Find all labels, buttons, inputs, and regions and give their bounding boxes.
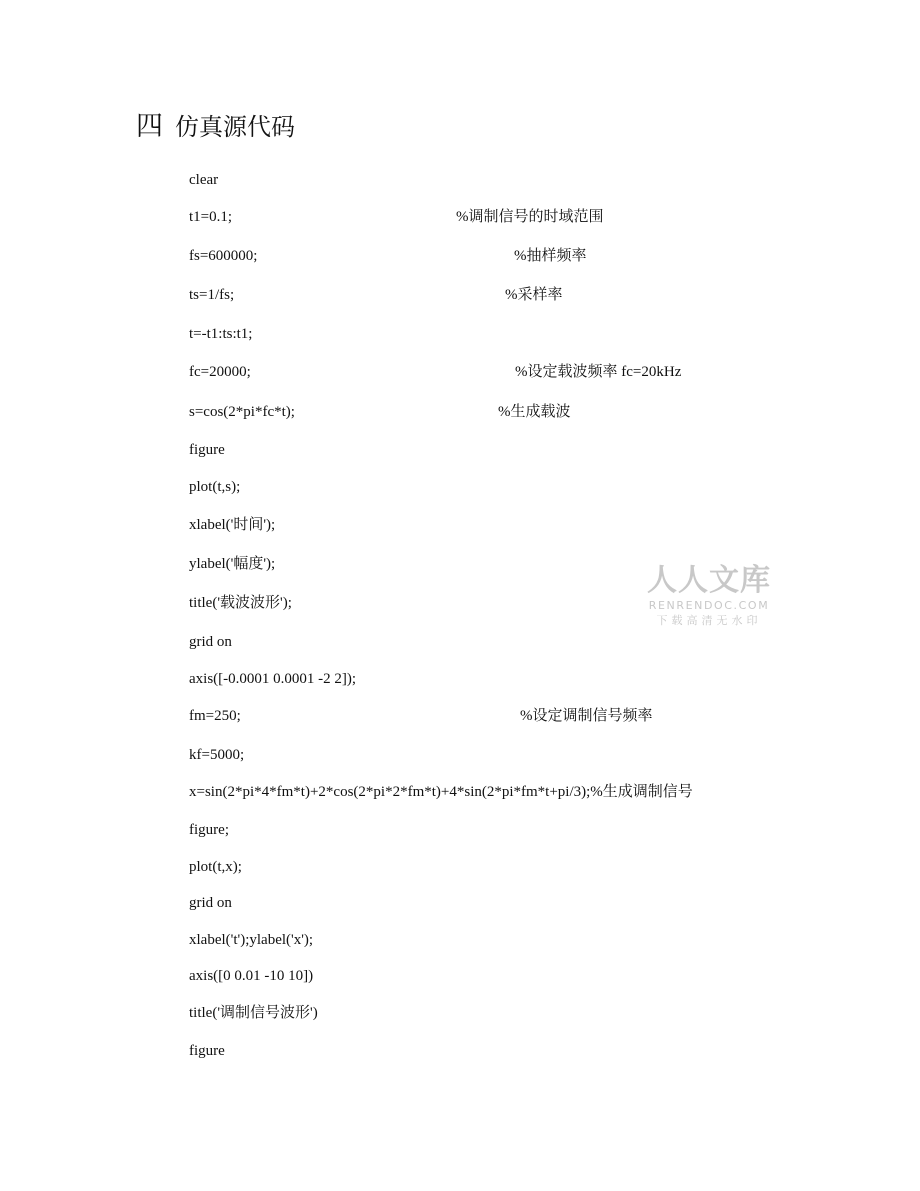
code-line: kf=5000; [189,747,245,763]
code-line: ts=1/fs; [189,287,235,303]
code-comment: %设定载波频率 fc=20kHz [515,364,682,380]
code-line: ylabel('幅度'); [189,556,276,572]
code-line: xlabel('时间'); [189,517,276,533]
code-line: grid on [189,634,232,650]
code-line: plot(t,x); [189,859,242,875]
section-number: 四 [136,111,163,141]
code-line: figure; [189,822,229,838]
code-comment: %调制信号的时域范围 [456,209,604,225]
code-line: t=-t1:ts:t1; [189,326,253,342]
code-line: xlabel('t');ylabel('x'); [189,932,314,948]
code-line: clear [189,172,219,188]
code-line: fm=250; [189,708,241,724]
section-title: 仿真源代码 [175,115,295,141]
code-line: x=sin(2*pi*4*fm*t)+2*cos(2*pi*2*fm*t)+4*sin(2*pi*fm*t+pi/3);%生成调制信号 [189,784,693,800]
code-line: fc=20000; [189,364,251,380]
code-line: s=cos(2*pi*fc*t); [189,404,295,420]
section-heading [136,108,295,146]
code-comment: %采样率 [505,287,563,303]
code-line: plot(t,s); [189,479,241,495]
code-line: t1=0.1; [189,209,233,225]
code-line: axis([0 0.01 -10 10]) [189,968,314,984]
code-line: fs=600000; [189,248,258,264]
code-line: figure [189,442,225,458]
code-line: title('载波波形'); [189,595,292,611]
code-comment: %抽样频率 [514,248,587,264]
watermark-title: 人人文库 [647,563,771,598]
code-comment: %生成载波 [498,404,571,420]
code-comment: %设定调制信号频率 [520,708,653,724]
code-line: axis([-0.0001 0.0001 -2 2]); [189,671,357,687]
code-line: figure [189,1043,225,1059]
code-line: title('调制信号波形') [189,1005,318,1021]
watermark-url: RENRENDOC.COM [648,599,770,612]
watermark [644,563,774,629]
code-line: grid on [189,895,232,911]
watermark-tagline: 下载高清无水印 [656,614,762,627]
